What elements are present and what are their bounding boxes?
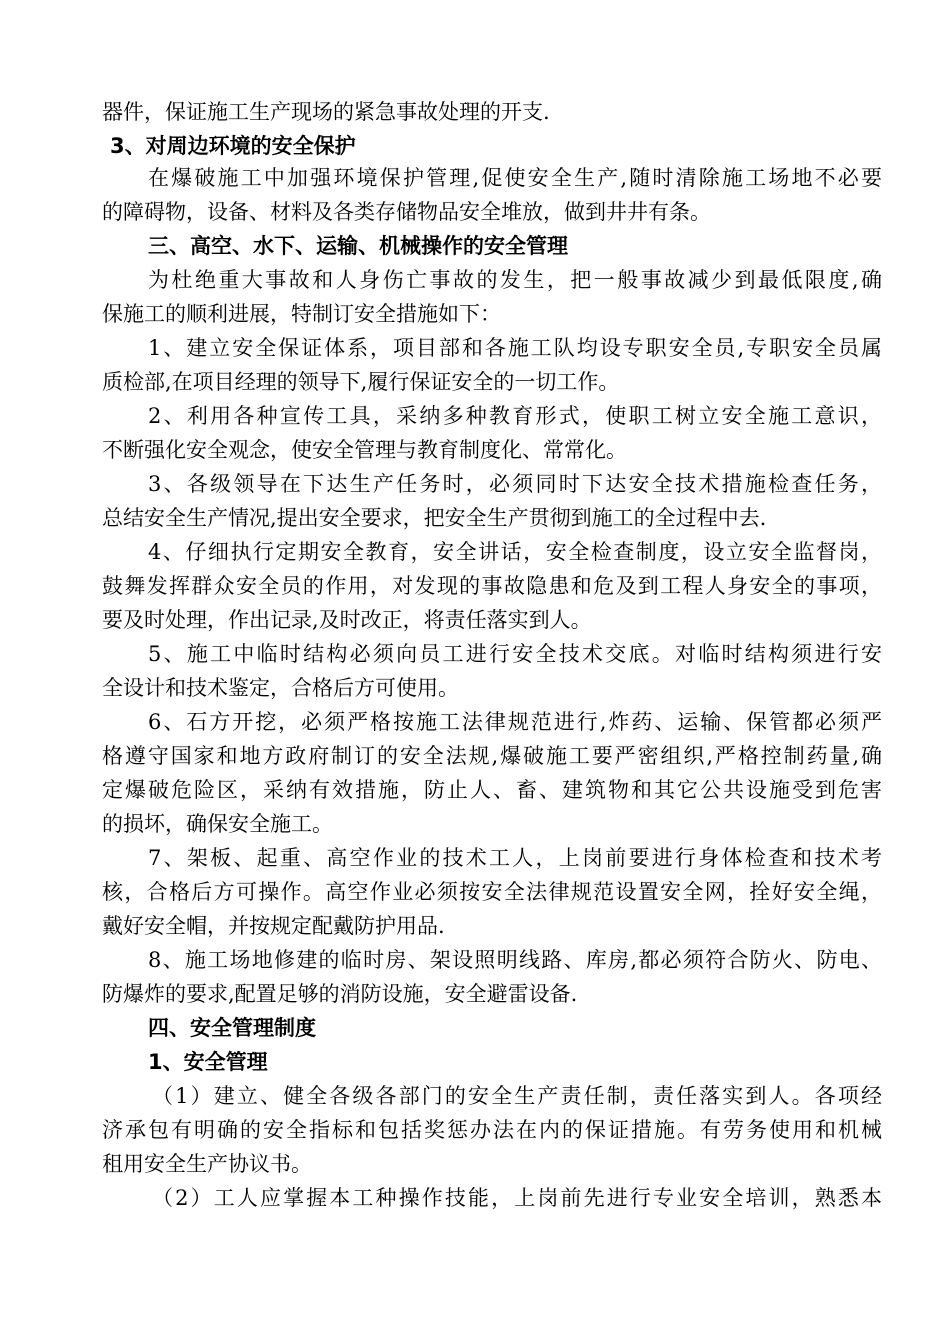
text-line: 防爆炸的要求,配置足够的消防设施，安全避雷设备. bbox=[102, 982, 578, 1006]
section-heading: 3、对周边环境的安全保护 bbox=[110, 134, 356, 158]
text-line: 的损坏，确保安全施工。 bbox=[102, 812, 333, 836]
section-heading: 四、安全管理制度 bbox=[148, 1016, 316, 1040]
text-line: 济承包有明确的安全指标和包括奖惩办法在内的保证措施。有劳务使用和机械 bbox=[102, 1118, 882, 1142]
text-line: 8、施工场地修建的临时房、架设照明线路、库房,都必须符合防火、防电、 bbox=[148, 948, 882, 972]
text-line: 格遵守国家和地方政府制订的安全法规,爆破施工要严密组织,严格控制药量,确 bbox=[102, 744, 882, 768]
text-line: 在爆破施工中加强环境保护管理,促使安全生产,随时清除施工场地不必要 bbox=[148, 166, 882, 190]
text-line: 4、仔细执行定期安全教育，安全讲话，安全检查制度，设立安全监督岗， bbox=[148, 540, 882, 564]
subsection-heading: 1、安全管理 bbox=[148, 1050, 268, 1074]
text-line: 不断强化安全观念，使安全管理与教育制度化、常常化。 bbox=[102, 438, 627, 462]
section-heading: 三、高空、水下、运输、机械操作的安全管理 bbox=[148, 234, 568, 258]
text-line: 6、石方开挖，必须严格按施工法律规范进行,炸药、运输、保管都必须严 bbox=[148, 710, 882, 734]
text-line: 鼓舞发挥群众安全员的作用，对发现的事故隐患和危及到工程人身安全的事项， bbox=[102, 574, 882, 598]
text-line: 全设计和技术鉴定，合格后方可使用。 bbox=[102, 676, 459, 700]
text-line: 租用安全生产协议书。 bbox=[102, 1152, 312, 1176]
text-line: （1）建立、健全各级各部门的安全生产责任制，责任落实到人。各项经 bbox=[152, 1084, 882, 1108]
text-line: 定爆破危险区，采纳有效措施，防止人、畜、建筑物和其它公共设施受到危害 bbox=[102, 778, 882, 802]
text-line: 3、各级领导在下达生产任务时，必须同时下达安全技术措施检查任务， bbox=[148, 472, 882, 496]
text-line: 1、建立安全保证体系，项目部和各施工队均设专职安全员,专职安全员属 bbox=[148, 336, 882, 360]
text-line: 要及时处理，作出记录,及时改正，将责任落实到人。 bbox=[102, 608, 592, 632]
text-line: 5、施工中临时结构必须向员工进行安全技术交底。对临时结构须进行安 bbox=[148, 642, 882, 666]
text-line: 7、架板、起重、高空作业的技术工人，上岗前要进行身体检查和技术考 bbox=[148, 846, 882, 870]
text-line: 保施工的顺利进展，特制订安全措施如下： bbox=[102, 302, 501, 326]
text-line: 2、利用各种宣传工具，采纳多种教育形式，使职工树立安全施工意识， bbox=[148, 404, 882, 428]
text-line: （2）工人应掌握本工种操作技能，上岗前先进行专业安全培训，熟悉本 bbox=[152, 1186, 882, 1210]
text-line: 器件，保证施工生产现场的紧急事故处理的开支. bbox=[102, 100, 550, 124]
text-line: 为杜绝重大事故和人身伤亡事故的发生，把一般事故减少到最低限度,确 bbox=[148, 268, 882, 292]
text-line: 的障碍物，设备、材料及各类存储物品安全堆放，做到井井有条。 bbox=[102, 200, 711, 224]
text-line: 总结安全生产情况,提出安全要求，把安全生产贯彻到施工的全过程中去. bbox=[102, 506, 767, 530]
text-line: 核，合格后方可操作。高空作业必须按安全法律规范设置安全网，拴好安全绳， bbox=[102, 880, 882, 904]
text-line: 质检部,在项目经理的领导下,履行保证安全的一切工作。 bbox=[102, 370, 620, 394]
text-line: 戴好安全帽，并按规定配戴防护用品. bbox=[102, 914, 445, 938]
